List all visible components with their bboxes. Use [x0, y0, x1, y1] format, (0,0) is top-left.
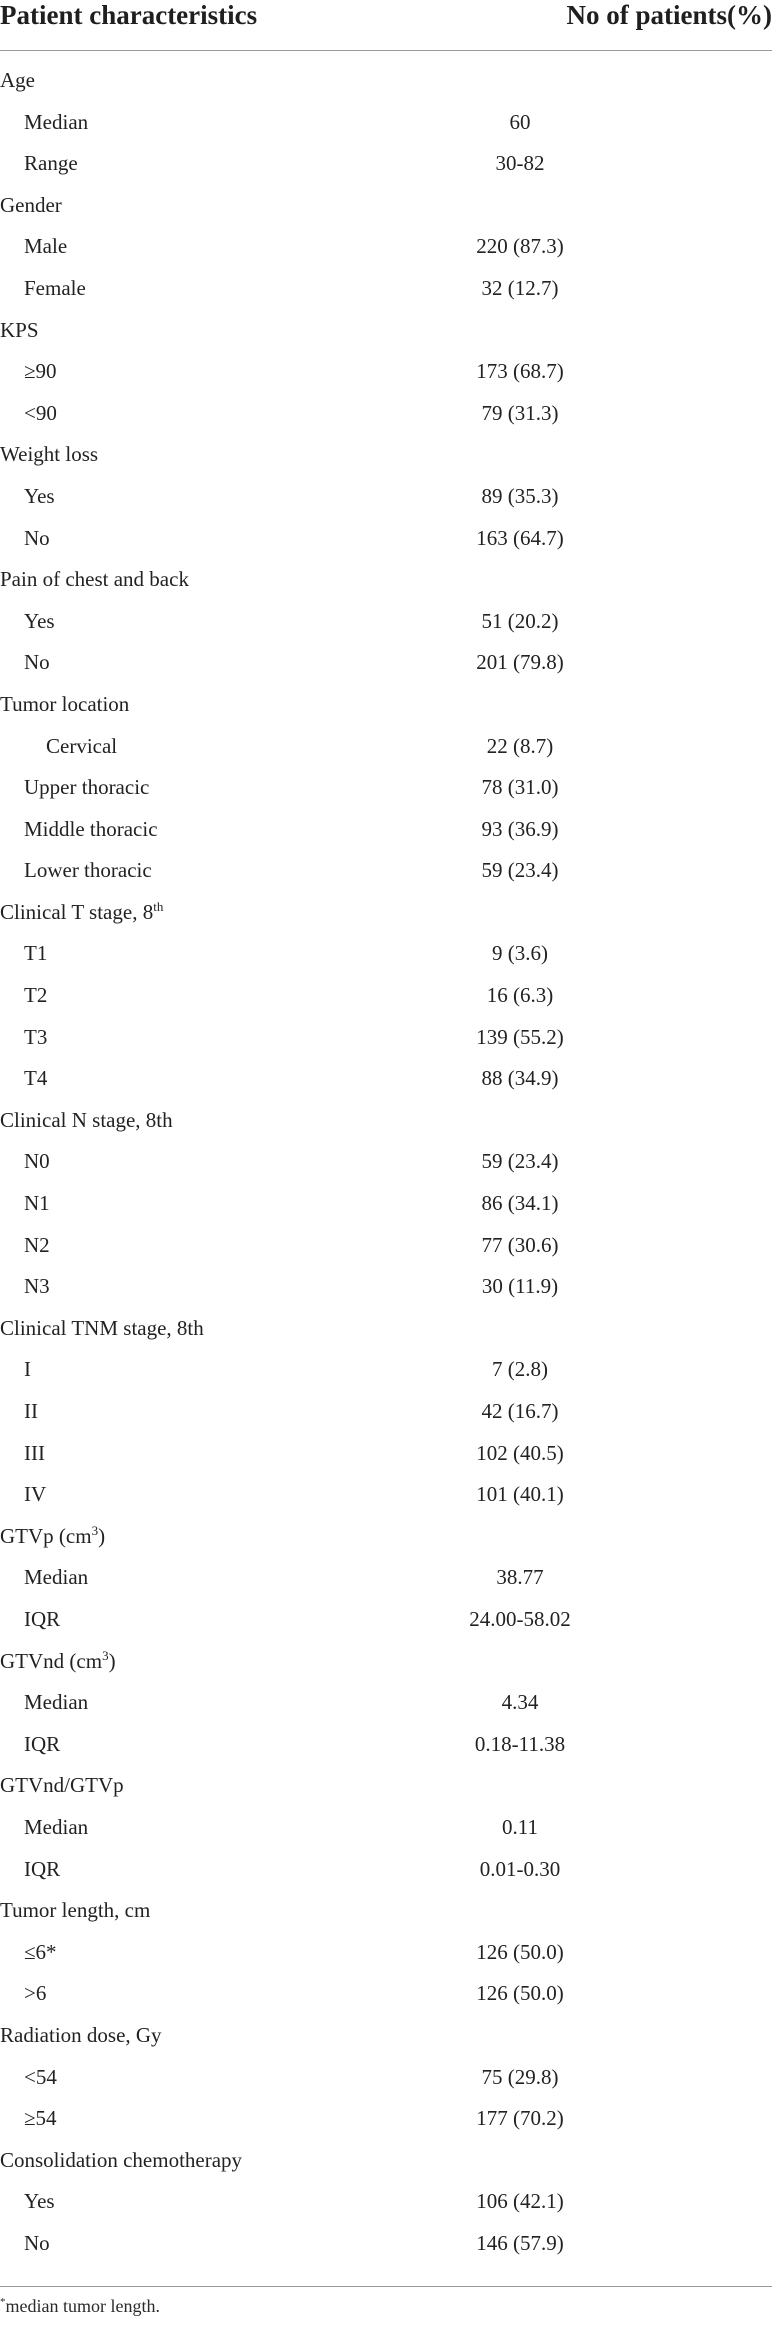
- table-row: [0, 1185, 772, 1227]
- section-row: [0, 894, 772, 936]
- label-text: Male: [24, 234, 68, 259]
- label-text: Weight loss: [0, 442, 99, 467]
- table-row: [0, 2100, 772, 2142]
- section-row: [0, 187, 772, 229]
- table-row: [0, 811, 772, 853]
- header-number-of-patients: No of patients(%): [566, 0, 772, 30]
- row-label: [24, 858, 152, 883]
- label-text: Consolidation chemotherapy: [0, 2147, 243, 2172]
- section-row: [0, 1643, 772, 1685]
- row-value: 30 (11.9): [481, 1274, 559, 1299]
- section-row: [0, 2142, 772, 2184]
- row-value: 38.77: [496, 1565, 544, 1590]
- row-value: 30-82: [495, 151, 545, 176]
- row-label: [46, 734, 117, 759]
- label-text: No: [24, 525, 50, 550]
- table-row: [0, 2059, 772, 2101]
- row-label: [24, 1191, 50, 1216]
- row-value: 78 (31.0): [481, 775, 559, 800]
- table-row: [0, 2183, 772, 2225]
- row-label: [24, 1149, 50, 1174]
- label-text: ≤6*: [24, 1939, 57, 1964]
- label-text: T4: [24, 1066, 48, 1091]
- table-row: [0, 1435, 772, 1477]
- section-row: [0, 561, 772, 603]
- label-text: GTVnd/GTVp: [0, 1773, 124, 1798]
- label-text: Median: [24, 109, 89, 134]
- label-text: <54: [24, 2064, 57, 2089]
- row-value: 0.01-0.30: [479, 1856, 561, 1881]
- row-label: [24, 1025, 47, 1050]
- section-label: [0, 1649, 116, 1674]
- row-label: [24, 151, 78, 176]
- row-value: 177 (70.2): [476, 2106, 564, 2131]
- section-row: [0, 1767, 772, 1809]
- row-value: 101 (40.1): [476, 1482, 564, 1507]
- label-text: T2: [24, 983, 48, 1008]
- label-text: <90: [24, 400, 57, 425]
- row-value: 7 (2.8): [492, 1357, 548, 1382]
- label-text: No: [24, 2230, 50, 2255]
- row-value: 0.18-11.38: [474, 1731, 566, 1756]
- label-text: T3: [24, 1024, 48, 1049]
- section-label: [0, 442, 98, 467]
- row-value: 139 (55.2): [476, 1024, 564, 1049]
- label-text: N3: [24, 1274, 50, 1299]
- label-suffix: ): [108, 1648, 116, 1673]
- table-row: [0, 977, 772, 1019]
- table-row: [0, 1019, 772, 1061]
- row-label: [24, 1399, 38, 1424]
- row-value: 75 (29.8): [481, 2064, 559, 2089]
- row-value: 146 (57.9): [476, 2230, 564, 2255]
- label-text: ≥90: [24, 359, 57, 384]
- label-superscript: 3: [102, 1647, 109, 1663]
- row-value: 59 (23.4): [481, 1149, 559, 1174]
- bottom-rule: [0, 2286, 772, 2287]
- label-text: IV: [24, 1482, 47, 1507]
- row-label: [24, 1274, 50, 1299]
- label-text: Median: [24, 1814, 89, 1839]
- row-value: 102 (40.5): [476, 1440, 564, 1465]
- row-label: [24, 650, 50, 675]
- section-row: [0, 312, 772, 354]
- row-value: 4.34: [501, 1690, 539, 1715]
- table-row: [0, 1351, 772, 1393]
- row-value: 32 (12.7): [481, 275, 559, 300]
- label-suffix: ): [98, 1523, 106, 1548]
- label-text: KPS: [0, 317, 39, 342]
- row-value: 59 (23.4): [481, 858, 559, 883]
- label-superscript: th: [153, 898, 164, 914]
- row-value: 126 (50.0): [476, 1981, 564, 2006]
- table-body: [0, 62, 772, 2266]
- table-row: [0, 1851, 772, 1893]
- row-label: [24, 1482, 46, 1507]
- label-text: N2: [24, 1232, 50, 1257]
- row-value: 88 (34.9): [481, 1066, 559, 1091]
- table-row: [0, 1143, 772, 1185]
- section-label: [0, 1898, 150, 1923]
- label-text: II: [24, 1399, 38, 1423]
- row-value: 173 (68.7): [476, 359, 564, 384]
- header-patient-characteristics: Patient characteristics: [0, 0, 258, 30]
- label-text: Yes: [24, 483, 55, 508]
- row-value: 201 (79.8): [476, 650, 564, 675]
- table-row: [0, 395, 772, 437]
- table-row: [0, 1060, 772, 1102]
- label-text: Yes: [24, 608, 55, 633]
- section-row: [0, 1518, 772, 1560]
- table-row: [0, 1726, 772, 1768]
- section-row: [0, 2017, 772, 2059]
- label-text: N1: [24, 1191, 50, 1216]
- label-text: Female: [24, 275, 86, 300]
- row-value: 51 (20.2): [481, 608, 559, 633]
- label-text: Pain of chest and back: [0, 567, 189, 592]
- table-row: [0, 1227, 772, 1269]
- row-label: [24, 941, 47, 966]
- row-label: [24, 2231, 50, 2256]
- row-label: [24, 2065, 57, 2090]
- label-text: Lower thoracic: [24, 858, 152, 883]
- label-text: Radiation dose, Gy: [0, 2022, 162, 2047]
- row-label: [24, 484, 55, 509]
- section-row: [0, 62, 772, 104]
- label-text: Cervical: [46, 733, 118, 758]
- table-header: [0, 0, 772, 51]
- row-label: [24, 2189, 55, 2214]
- label-text: GTVp (cm: [0, 1523, 92, 1548]
- table-row: [0, 852, 772, 894]
- table-row: [0, 104, 772, 146]
- section-label: [0, 68, 35, 93]
- section-label: [0, 193, 62, 218]
- label-text: Middle thoracic: [24, 816, 158, 841]
- label-text: Upper thoracic: [24, 775, 150, 800]
- row-label: [24, 1357, 31, 1382]
- label-text: Median: [24, 1565, 89, 1590]
- row-value: 16 (6.3): [486, 983, 554, 1008]
- row-label: [24, 1815, 88, 1840]
- label-text: Median: [24, 1690, 89, 1715]
- row-label: [24, 817, 158, 842]
- row-label: [24, 1066, 47, 1091]
- row-label: [24, 110, 88, 135]
- row-label: [24, 276, 86, 301]
- label-text: Range: [24, 151, 78, 176]
- row-label: [24, 1690, 88, 1715]
- table-row: [0, 603, 772, 645]
- table-row: [0, 1809, 772, 1851]
- row-label: [24, 1441, 45, 1466]
- table-row: [0, 644, 772, 686]
- row-value: 93 (36.9): [481, 816, 559, 841]
- table-row: [0, 1476, 772, 1518]
- label-text: T1: [24, 941, 48, 966]
- row-label: [24, 1732, 60, 1757]
- section-label: [0, 567, 189, 592]
- table-row: [0, 1975, 772, 2017]
- table-row: [0, 270, 772, 312]
- label-text: Yes: [24, 2189, 55, 2214]
- row-label: [24, 983, 47, 1008]
- table-row: [0, 728, 772, 770]
- table-row: [0, 478, 772, 520]
- row-value: 24.00-58.02: [469, 1606, 571, 1631]
- section-label: [0, 318, 39, 343]
- row-value: 86 (34.1): [481, 1191, 559, 1216]
- label-text: IQR: [24, 1856, 61, 1881]
- table-row: [0, 935, 772, 977]
- row-label: [24, 1233, 50, 1258]
- label-text: Gender: [0, 192, 62, 217]
- table-row: [0, 353, 772, 395]
- table-row: [0, 1559, 772, 1601]
- label-text: IQR: [24, 1606, 61, 1631]
- footnote-text: median tumor length.: [5, 2296, 160, 2316]
- table-row: [0, 520, 772, 562]
- row-label: [24, 1981, 46, 2006]
- section-label: [0, 2148, 242, 2173]
- row-label: [24, 1940, 57, 1965]
- table-row: [0, 1601, 772, 1643]
- table-row: [0, 2225, 772, 2267]
- section-label: [0, 1773, 124, 1798]
- row-value: 9 (3.6): [492, 941, 548, 966]
- section-row: [0, 436, 772, 478]
- footnote-mark: *: [0, 2296, 6, 2308]
- label-text: No: [24, 650, 50, 675]
- table-row: [0, 769, 772, 811]
- section-label: [0, 692, 129, 717]
- label-text: Tumor length, cm: [0, 1898, 151, 1923]
- label-text: ≥54: [24, 2106, 57, 2131]
- table-row: [0, 1934, 772, 1976]
- label-text: Tumor location: [0, 691, 130, 716]
- table-row: [0, 1268, 772, 1310]
- label-text: I: [24, 1357, 31, 1382]
- table-row: [0, 145, 772, 187]
- section-row: [0, 1102, 772, 1144]
- row-value: 126 (50.0): [476, 1939, 564, 1964]
- row-value: 77 (30.6): [481, 1232, 559, 1257]
- section-label: [0, 1524, 105, 1549]
- row-value: 79 (31.3): [481, 400, 559, 425]
- row-label: [24, 1857, 60, 1882]
- row-label: [24, 401, 57, 426]
- row-label: [24, 1607, 60, 1632]
- section-label: [0, 1108, 173, 1133]
- row-value: 220 (87.3): [476, 234, 564, 259]
- label-text: Age: [0, 68, 35, 92]
- label-text: Clinical T stage, 8: [0, 899, 154, 924]
- table-row: [0, 1684, 772, 1726]
- section-label: [0, 2023, 162, 2048]
- row-label: [24, 526, 50, 551]
- label-text: >6: [24, 1981, 47, 2006]
- row-value: 106 (42.1): [476, 2189, 564, 2214]
- row-label: [24, 359, 57, 384]
- section-row: [0, 1892, 772, 1934]
- section-label: [0, 900, 163, 925]
- row-label: [24, 609, 55, 634]
- row-label: [24, 2106, 57, 2131]
- row-value: 42 (16.7): [481, 1399, 559, 1423]
- table-row: [0, 228, 772, 270]
- label-text: Clinical TNM stage, 8th: [0, 1315, 204, 1340]
- row-label: [24, 234, 67, 259]
- row-value: 22 (8.7): [486, 733, 554, 758]
- label-text: N0: [24, 1149, 50, 1174]
- section-label: [0, 1316, 204, 1341]
- label-superscript: 3: [91, 1522, 99, 1538]
- footnote: [0, 2296, 160, 2317]
- row-label: [24, 775, 149, 800]
- label-text: IQR: [24, 1731, 61, 1756]
- table-row: [0, 1393, 772, 1435]
- label-text: III: [24, 1440, 45, 1465]
- row-value: 89 (35.3): [481, 483, 559, 508]
- row-value: 0.11: [502, 1814, 538, 1839]
- label-text: GTVnd (cm: [0, 1648, 103, 1673]
- section-row: [0, 1310, 772, 1352]
- row-value: 60: [509, 109, 531, 134]
- row-label: [24, 1565, 88, 1590]
- section-row: [0, 686, 772, 728]
- label-text: Clinical N stage, 8th: [0, 1107, 173, 1132]
- row-value: 163 (64.7): [476, 525, 564, 550]
